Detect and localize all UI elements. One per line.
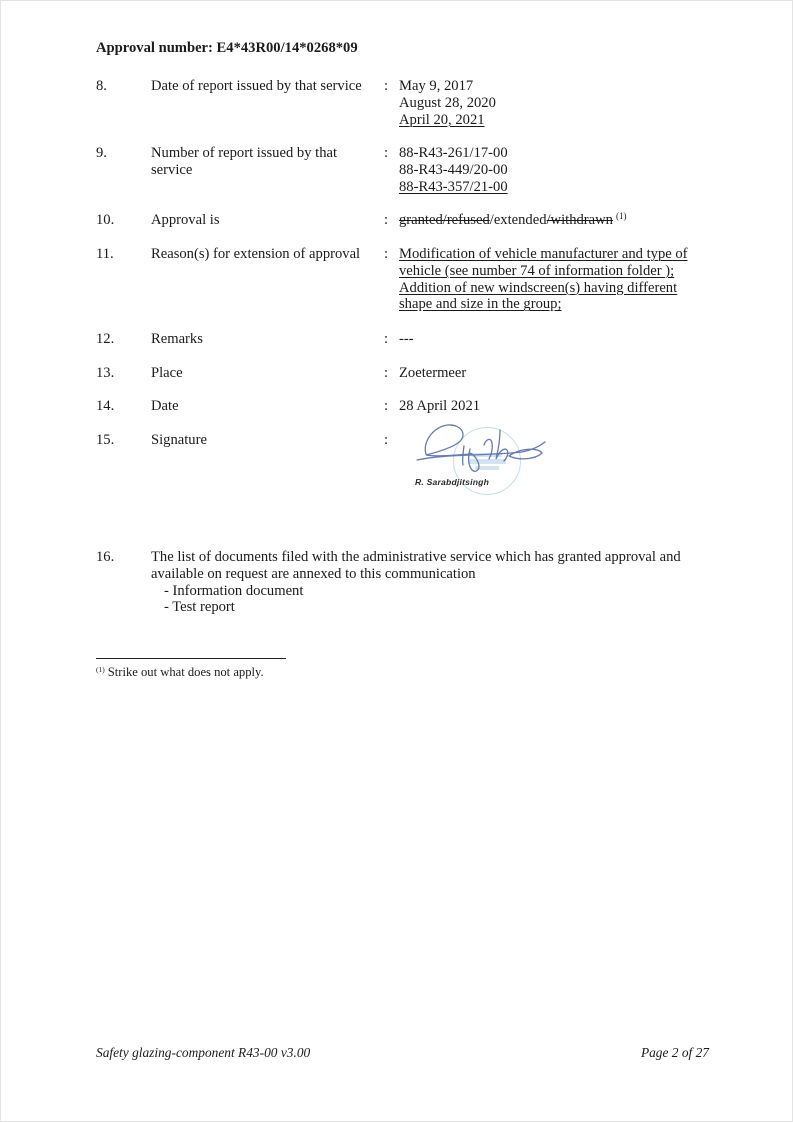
item-label: Remarks: [151, 331, 203, 347]
text-line: available on request are annexed to this communication: [151, 565, 476, 582]
label-line: service: [151, 161, 193, 178]
item-number: 16.: [96, 549, 115, 565]
footer-page-number: Page 2 of 27: [640, 1045, 709, 1060]
footnote-divider: [96, 658, 286, 659]
item-row-12: [96, 331, 756, 348]
item-number: 12.: [96, 331, 115, 347]
item-colon: :: [384, 212, 389, 228]
item-value: Zoetermeer: [399, 365, 467, 381]
footnote-marker: (1): [96, 665, 105, 674]
item-number: 14.: [96, 398, 115, 414]
footer-document-id: Safety glazing-component R43-00 v3.00: [96, 1045, 311, 1060]
item-text: [151, 549, 756, 616]
label-line: Number of report issued by that: [151, 145, 338, 161]
item-label: Date: [151, 398, 179, 414]
item-colon: :: [384, 145, 389, 161]
item-colon: :: [384, 246, 389, 262]
item-row-16: [96, 549, 756, 616]
item-row-8: [96, 78, 756, 128]
signatory-name: R. Sarabdjitsingh: [415, 477, 490, 487]
value-line: August 28, 2020: [399, 94, 496, 111]
value-line: 88-R43-261/17-00: [399, 145, 508, 161]
footnote: [96, 664, 264, 683]
item-colon: :: [384, 432, 389, 448]
value-line-underlined: April 20, 2021: [399, 111, 485, 128]
item-colon: :: [384, 365, 389, 381]
value-line-underlined: Modification of vehicle manufacturer and type of: [399, 246, 688, 262]
value-line-underlined: shape and size in the group;: [399, 296, 562, 313]
value-line-underlined: vehicle (see number 74 of information folder );: [399, 262, 675, 279]
footnote-text: Strike out what does not apply.: [107, 665, 264, 679]
item-number: 10.: [96, 212, 115, 228]
annex-item: - Information document: [164, 582, 304, 599]
item-row-10: [96, 212, 756, 230]
item-colon: :: [384, 78, 389, 94]
value-line-underlined: 88-R43-357/21-00: [399, 178, 508, 195]
kept-option-extended: /extended: [489, 212, 547, 228]
item-row-11: [96, 246, 756, 313]
item-label: Approval is: [151, 212, 220, 228]
struck-option-withdrawn: /withdrawn: [546, 212, 613, 228]
annex-item: - Test report: [164, 599, 235, 616]
item-label: Place: [151, 365, 183, 381]
item-value: [399, 78, 756, 128]
item-number: 8.: [96, 78, 107, 94]
text-line: The list of documents filed with the administrative service which has granted approval and: [151, 549, 681, 565]
item-label: [151, 145, 384, 179]
item-label: Date of report issued by that service: [151, 78, 362, 94]
item-label: Signature: [151, 432, 207, 448]
item-number: 13.: [96, 365, 115, 381]
item-label: Reason(s) for extension of approval: [151, 246, 361, 262]
item-number: 9.: [96, 145, 107, 161]
item-row-13: [96, 365, 756, 382]
item-value: [399, 145, 756, 195]
item-number: 15.: [96, 432, 115, 448]
value-line: 88-R43-449/20-00: [399, 161, 508, 178]
value-line: May 9, 2017: [399, 78, 474, 94]
item-value: [399, 212, 756, 230]
footnote-reference: (1): [615, 211, 627, 221]
item-row-14: [96, 398, 756, 415]
signature-scribble-icon: [414, 416, 559, 478]
signature-block: [414, 416, 564, 496]
item-number: 11.: [96, 246, 114, 262]
item-value: ---: [399, 331, 414, 347]
item-row-9: [96, 145, 756, 195]
item-colon: :: [384, 398, 389, 414]
approval-number-heading: Approval number: E4*43R00/14*0268*09: [96, 40, 358, 56]
item-value: [399, 246, 756, 313]
struck-option-granted-refused: granted/refused: [399, 212, 490, 228]
value-line-underlined: Addition of new windscreen(s) having different: [399, 279, 678, 296]
item-colon: :: [384, 331, 389, 347]
item-value: 28 April 2021: [399, 398, 481, 414]
